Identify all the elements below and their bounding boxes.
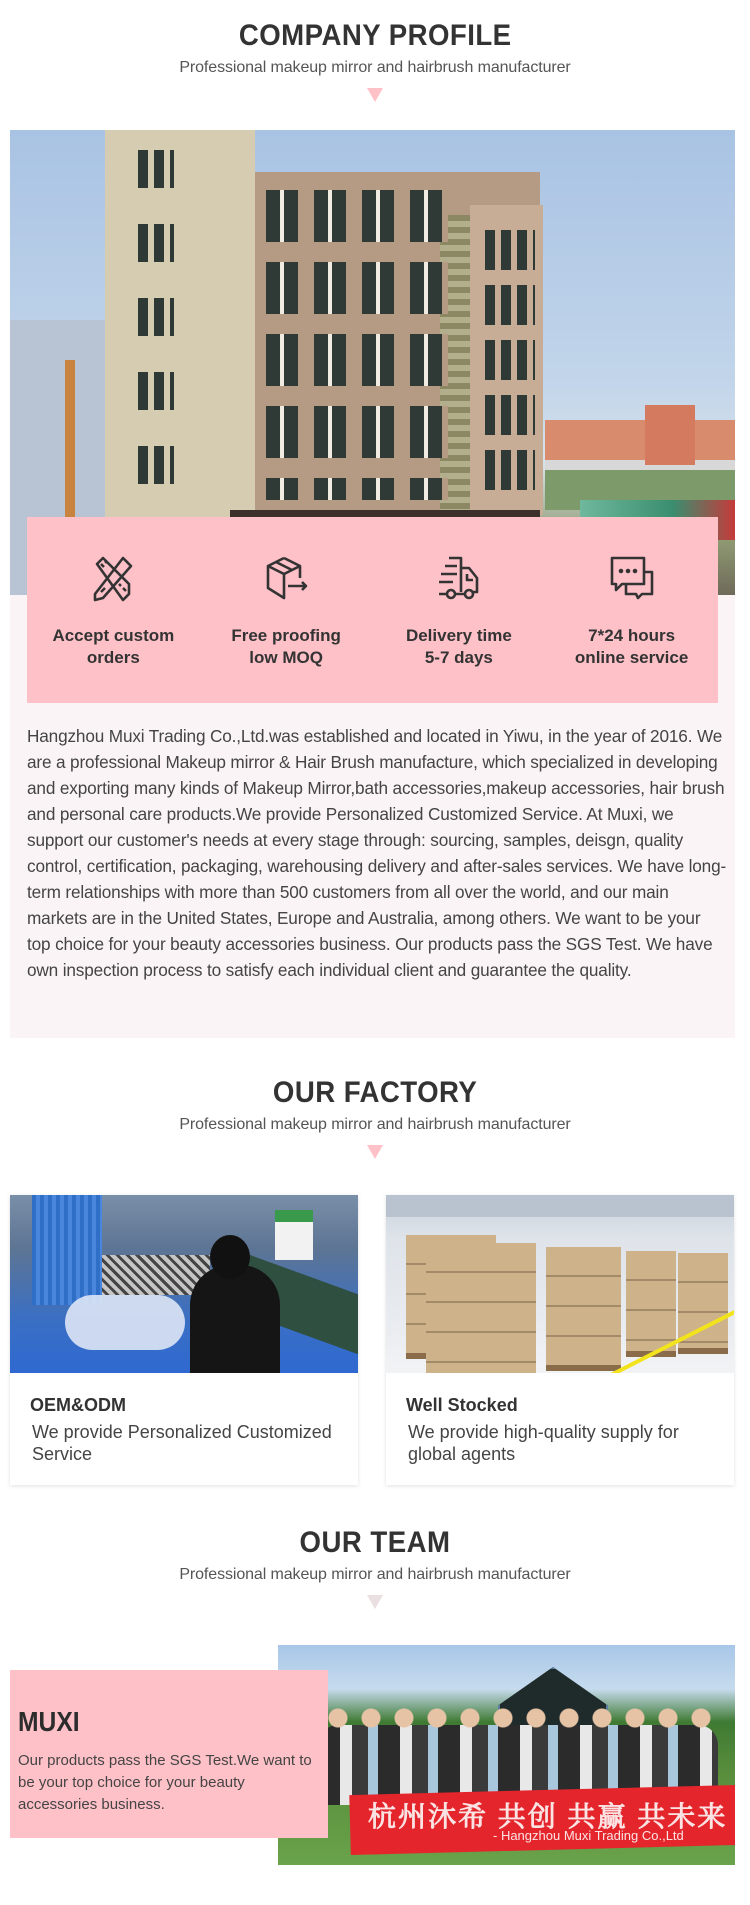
feature-delivery-time: Delivery time 5-7 days	[373, 517, 546, 703]
feature-free-proofing: Free proofing low MOQ	[200, 517, 373, 703]
brand-name: MUXI	[18, 1706, 80, 1737]
team-group-photo	[278, 1645, 735, 1865]
section-title: OUR FACTORY	[272, 1076, 478, 1109]
section-subtitle: Professional makeup mirror and hairbrush manufacturer	[179, 59, 571, 76]
delivery-truck-icon	[435, 554, 483, 602]
card-description: We provide high-quality supply for global agents	[408, 1422, 679, 1464]
triangle-down-icon	[367, 88, 383, 102]
factory-header	[0, 1075, 750, 1159]
team-description: Our products pass the SGS Test.We want to be your top choice for your beauty accessories business.	[18, 1752, 312, 1813]
feature-online-service: 7*24 hours online service	[545, 517, 718, 703]
triangle-down-icon	[367, 1595, 383, 1609]
factory-production-photo	[10, 1195, 358, 1373]
section-subtitle: Professional makeup mirror and hairbrush manufacturer	[179, 1116, 571, 1133]
banner-english-text: - Hangzhou Muxi Trading Co.,Ltd	[493, 1828, 684, 1843]
card-description: We provide Personalized Customized Service	[32, 1422, 332, 1464]
team-info-box	[10, 1670, 328, 1838]
banner-chinese-text: 杭州沐希 共创 共赢 共未来	[368, 1801, 728, 1832]
feature-custom-orders: Accept custom orders	[27, 517, 200, 703]
company-profile-header	[0, 18, 750, 102]
oem-odm-card	[10, 1195, 358, 1485]
triangle-down-icon	[367, 1145, 383, 1159]
well-stocked-card	[386, 1195, 734, 1485]
box-export-icon	[262, 554, 310, 602]
warehouse-stock-photo	[386, 1195, 734, 1373]
card-title: OEM&ODM	[30, 1395, 126, 1415]
section-subtitle: Professional makeup mirror and hairbrush manufacturer	[179, 1566, 571, 1583]
company-description: Hangzhou Muxi Trading Co.,Ltd.was established and located in Yiwu, in the year of 2016. We are a professional Makeup mirror & Hair Brush manufacture, which specialized in developing and exporting many kinds of Makeup Mirror,bath accessories,makeup accessories, hair brush and personal care products.We provide Personalized Customized Service. At Muxi, we support our customer's needs at every stage through: sourcing, samples, deisgn, quality control, certification, packaging, warehousing delivery and after-sales services. We have long-term relationships with more than 500 customers from all over the world, and our main markets are in the United States, Europe and Australia, among others. We want to be your top choice for your beauty accessories business. Our products pass the SGS Test. We have own inspection process to satisfy each individual client and guarantee the quality.	[27, 726, 727, 980]
card-title: Well Stocked	[406, 1395, 518, 1415]
chat-bubbles-icon	[608, 554, 656, 602]
section-title: COMPANY PROFILE	[238, 19, 512, 52]
team-header	[0, 1525, 750, 1609]
ruler-pencil-icon	[89, 554, 137, 602]
features-box	[27, 517, 718, 703]
section-title: OUR TEAM	[299, 1526, 451, 1559]
